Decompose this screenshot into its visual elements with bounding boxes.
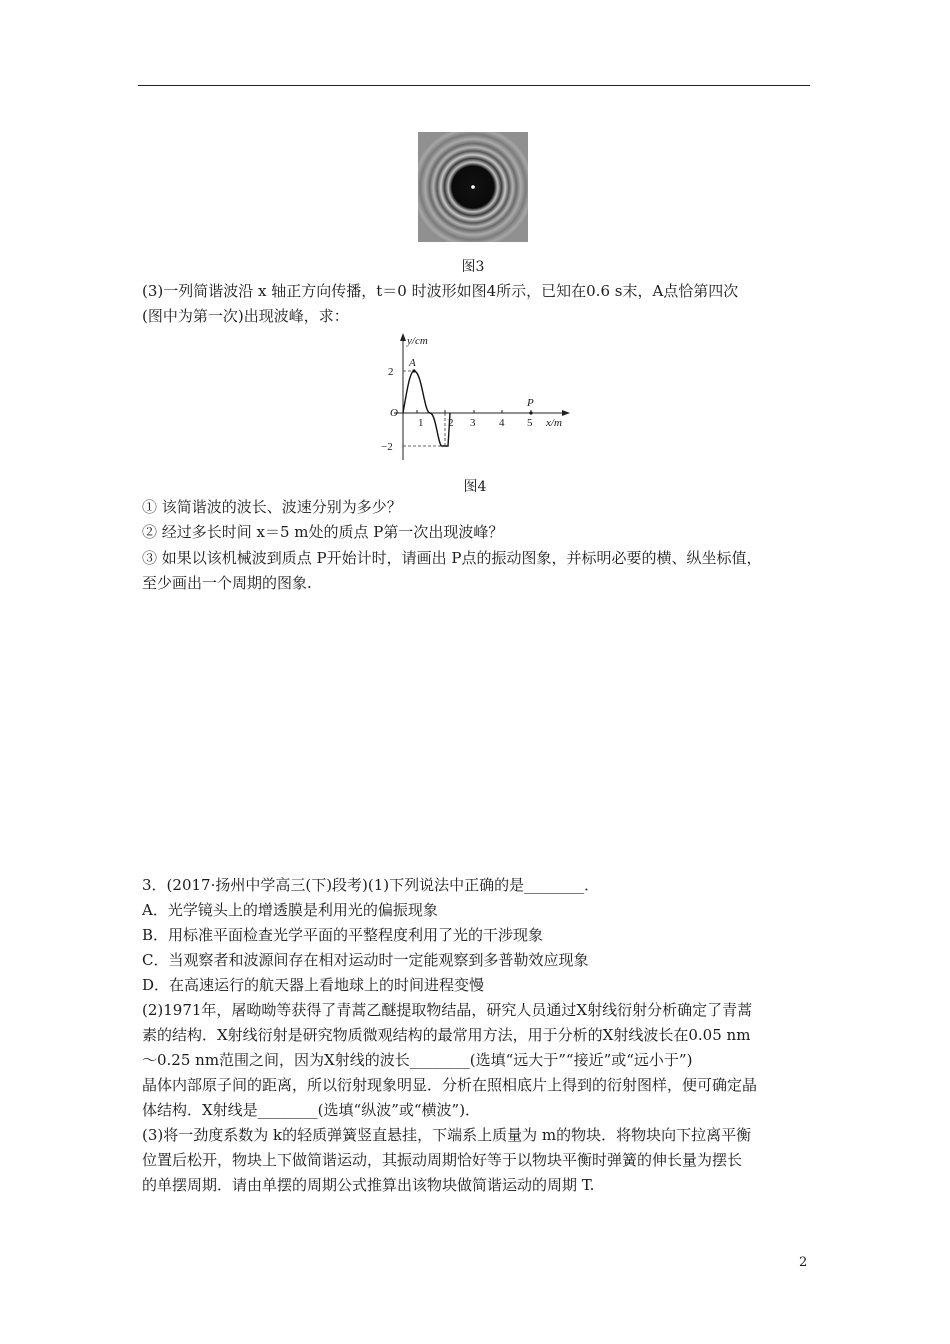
option-d: D．在高速运行的航天器上看地球上的时间进程变慢 — [142, 976, 485, 994]
problem-statement-line1: (3)一列简谐波沿 x 轴正方向传播，t＝0 时波形如图4所示，已知在0.6 s末，A点恰第四次 — [142, 282, 739, 300]
x-axis-arrow — [562, 410, 570, 416]
option-c: C．当观察者和波源间存在相对运动时一定能观察到多普勒效应现象 — [142, 951, 589, 969]
wave-graph — [370, 332, 580, 464]
subquestion-3-line2: 至少画出一个周期的图象. — [142, 574, 312, 592]
subquestion-3-line1: ③ 如果以该机械波到质点 P开始计时，请画出 P点的振动图象，并标明必要的横、纵坐标值， — [142, 549, 762, 567]
y-tick-label-2: 2 — [388, 366, 394, 378]
option-b: B．用标准平面检查光学平面的平整程度利用了光的干涉现象 — [142, 926, 544, 944]
y-axis-arrow — [400, 333, 406, 341]
header-rule — [138, 85, 810, 86]
point-p-label: P — [527, 397, 534, 409]
part2-line2: 素的结构．X射线衍射是研究物质微观结构的最常用方法，用于分析的X射线波长在0.05 nm — [142, 1026, 751, 1044]
figure4-caption: 图4 — [463, 479, 487, 495]
problem-statement-line2: (图中为第一次)出现波峰，求： — [142, 307, 349, 325]
x-tick-label-4: 4 — [499, 417, 505, 429]
x-tick-label-1: 1 — [418, 417, 424, 429]
point-a-label: A — [409, 357, 416, 369]
part2-line4: 晶体内部原子间的距离，所以衍射现象明显．分析在照相底片上得到的衍射图样，便可确定晶 — [142, 1076, 758, 1094]
origin-label: O — [390, 407, 398, 419]
x-tick-label-5: 5 — [527, 417, 533, 429]
x-axis-label: x/m — [546, 417, 562, 429]
y-tick-label-neg2: −2 — [381, 441, 393, 453]
subquestion-1: ① 该简谐波的波长、波速分别为多少？ — [142, 498, 402, 516]
diffraction-ring-image — [418, 132, 528, 242]
question3-header: 3．(2017·扬州中学高三(下)段考)(1)下列说法中正确的是________． — [142, 876, 600, 894]
option-a: A．光学镜头上的增透膜是利用光的偏振现象 — [142, 901, 438, 919]
point-a-marker — [412, 369, 415, 372]
page-number: 2 — [799, 1255, 808, 1270]
part2-line1: (2)1971年，屠呦呦等获得了青蒿乙醚提取物结晶，研究人员通过X射线衍射分析确定了青蒿 — [142, 1001, 753, 1019]
figure3-caption: 图3 — [461, 259, 485, 275]
x-tick-label-2: 2 — [448, 417, 454, 429]
part3-line1: (3)将一劲度系数为 k的轻质弹簧竖直悬挂，下端系上质量为 m的物块．将物块向下拉离平衡 — [142, 1126, 752, 1144]
part2-line3: ～0.25 nm范围之间，因为X射线的波长________(选填“远大于”“接近”或“远小于”) — [142, 1051, 693, 1069]
subquestion-2: ② 经过多长时间 x＝5 m处的质点 P第一次出现波峰？ — [142, 523, 504, 541]
part2-line5: 体结构．X射线是________(选填“纵波”或“横波”)． — [142, 1101, 481, 1119]
waveform-curve — [403, 371, 450, 446]
y-axis-label: y/cm — [407, 335, 428, 347]
part3-line2: 位置后松开，物块上下做简谐运动，其振动周期恰好等于以物块平衡时弹簧的伸长量为摆长 — [142, 1151, 743, 1169]
x-tick-label-3: 3 — [470, 417, 476, 429]
part3-line3: 的单摆周期．请由单摆的周期公式推算出该物块做简谐运动的周期 T. — [142, 1176, 595, 1194]
